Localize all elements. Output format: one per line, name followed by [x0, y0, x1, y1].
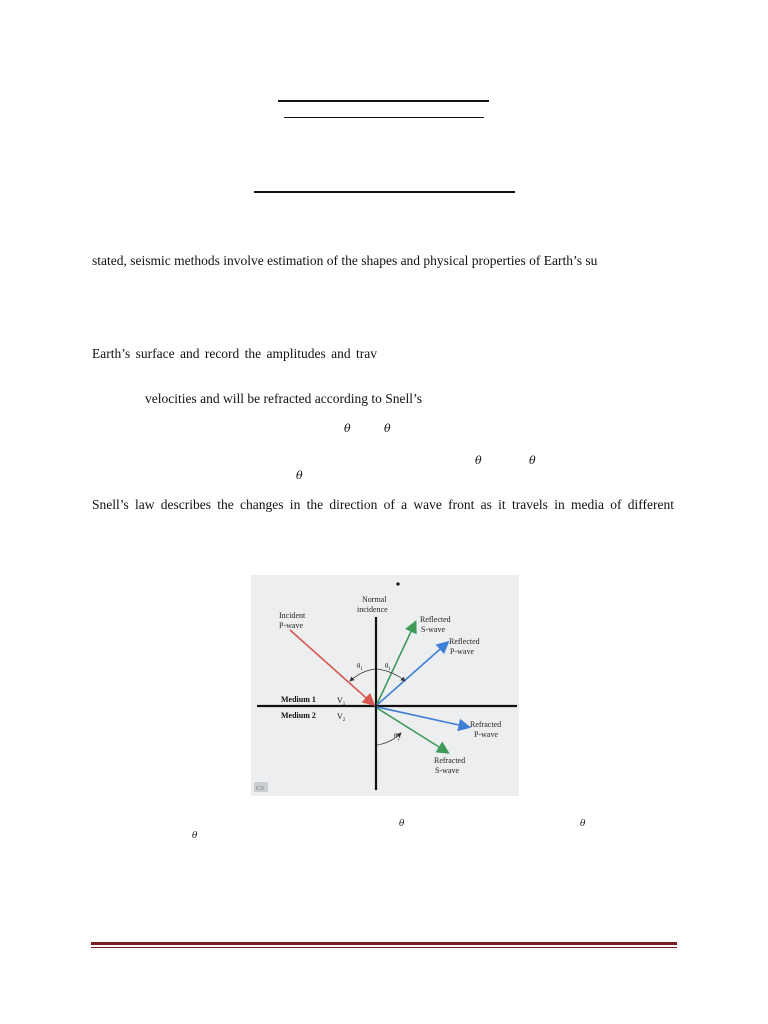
v1-label: $V_1$	[337, 696, 346, 707]
theta-symbol: θ	[384, 422, 391, 435]
snells-law-figure	[251, 575, 519, 796]
title-rule-bottom	[284, 117, 484, 118]
theta1-label-left: $\theta_1$	[357, 662, 363, 672]
reflected-s-wave-label: S-wave	[421, 625, 445, 634]
refracted-p-label: Refracted	[470, 720, 502, 729]
title-rule-top	[278, 100, 489, 102]
paragraph-line-1: stated, seismic methods involve estimation of the shapes and physical properties of Earth’s su	[92, 253, 598, 268]
v2-label: $V_2$	[337, 712, 346, 723]
medium-1-label: Medium 1	[281, 695, 316, 704]
refracted-s-label: Refracted	[434, 756, 466, 765]
medium-2-label: Medium 2	[281, 711, 316, 720]
theta-symbol: θ	[296, 469, 303, 482]
incident-p-wave-label: P-wave	[279, 621, 303, 630]
theta-symbol: θ	[529, 454, 536, 467]
paragraph-line-3: velocities and will be refracted according to Snell’s	[145, 391, 423, 406]
theta-symbol: θ	[475, 454, 482, 467]
normal-label: Normal	[362, 595, 387, 604]
corner-badge-text: CS	[256, 785, 264, 792]
refracted-p-wave-label: P-wave	[474, 730, 498, 739]
incidence-label: incidence	[357, 605, 388, 614]
reflected-p-wave-label: P-wave	[450, 647, 474, 656]
footer-rule-thin	[91, 947, 677, 948]
paragraph-line-4: Snell’s law describes the changes in the direction of a wave front as it travels in media of different	[92, 497, 674, 512]
theta2-label: $\theta_2$	[394, 732, 400, 742]
incident-label: Incident	[279, 611, 306, 620]
footer-rule-thick	[91, 942, 677, 945]
theta-symbol: θ	[192, 831, 198, 841]
paragraph-line-2: Earth’s surface and record the amplitudes and trav	[92, 346, 378, 361]
heading-rule	[254, 191, 515, 193]
theta-symbol: θ	[344, 422, 351, 435]
theta1-label-right: $\theta_1$	[385, 662, 391, 672]
mark-dot	[396, 582, 399, 585]
reflected-p-label: Reflected	[449, 637, 480, 646]
theta-symbol: θ	[580, 819, 586, 829]
refracted-s-wave-label: S-wave	[435, 766, 459, 775]
theta-symbol: θ	[399, 819, 405, 829]
reflected-s-label: Reflected	[420, 615, 451, 624]
